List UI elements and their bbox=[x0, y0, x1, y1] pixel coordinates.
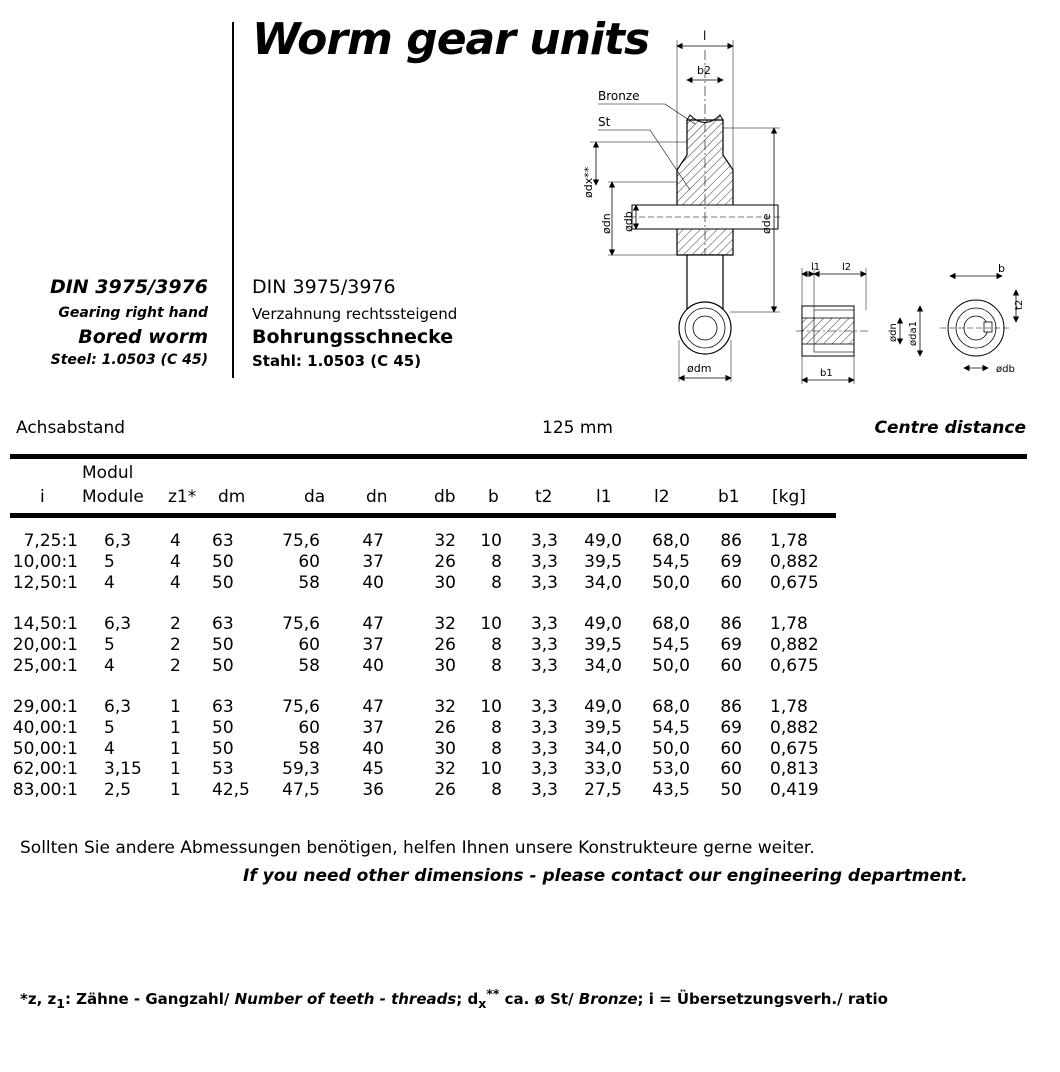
table-cell: 3,3 bbox=[530, 759, 558, 780]
table-cell: 2 bbox=[170, 655, 181, 676]
table-cell: 50 bbox=[212, 655, 234, 676]
en-product: Bored worm bbox=[78, 326, 208, 348]
table-cell: 10,00:1 bbox=[12, 551, 78, 572]
table-cell: 3,3 bbox=[530, 551, 558, 572]
table-cell: 63 bbox=[212, 531, 234, 551]
table-cell: 60 bbox=[720, 655, 742, 676]
de-material: Stahl: 1.0503 (C 45) bbox=[252, 352, 422, 370]
dim-de-label: øde bbox=[760, 213, 773, 234]
table-cell: 4 bbox=[170, 551, 181, 572]
table-cell: 68,0 bbox=[652, 531, 690, 551]
header-6: db bbox=[434, 487, 456, 507]
table-cell: 50 bbox=[212, 738, 234, 759]
table-cell: 5 bbox=[104, 717, 115, 738]
table-cell: 58 bbox=[298, 738, 320, 759]
table-cell: 10 bbox=[480, 697, 502, 717]
divider-line bbox=[232, 22, 234, 378]
table-cell: 47 bbox=[362, 697, 384, 717]
table-cell: 30 bbox=[434, 655, 456, 676]
worm-end-view bbox=[940, 300, 1012, 356]
table-cell: 60 bbox=[298, 634, 320, 655]
table-cell: 63 bbox=[212, 697, 234, 717]
header-12: [kg] bbox=[772, 487, 806, 507]
table-cell: 1,78 bbox=[770, 531, 808, 551]
dim-l1-label: l1 bbox=[811, 262, 821, 273]
table-cell: 50,0 bbox=[652, 572, 690, 593]
table-cell: 6,3 bbox=[104, 614, 132, 634]
table-cell: 25,00:1 bbox=[12, 655, 78, 676]
table-cell: 58 bbox=[298, 572, 320, 593]
table-cell: 1 bbox=[170, 738, 181, 759]
table-cell: 34,0 bbox=[584, 655, 622, 676]
header-7: b bbox=[488, 487, 499, 507]
table-cell: 45 bbox=[362, 759, 384, 780]
table-cell: 40 bbox=[362, 572, 384, 593]
footnote-part5: ca. ø St/ bbox=[499, 990, 579, 1008]
table-cell: 0,675 bbox=[770, 738, 819, 759]
table-cell: 3,3 bbox=[530, 572, 558, 593]
dim-b2-label: b2 bbox=[697, 64, 711, 77]
table-cell: 4 bbox=[104, 572, 115, 593]
table-cell: 42,5 bbox=[212, 780, 250, 801]
table-cell: 58 bbox=[298, 655, 320, 676]
centre-distance-label-de: Achsabstand bbox=[16, 418, 126, 438]
table-cell: 10 bbox=[480, 531, 502, 551]
table-cell: 8 bbox=[491, 738, 502, 759]
dim-b1-label: b1 bbox=[820, 368, 833, 379]
table-cell: 6,3 bbox=[104, 531, 132, 551]
table-cell: 0,419 bbox=[770, 780, 819, 801]
table-cell: 32 bbox=[434, 759, 456, 780]
table-cell: 69 bbox=[720, 634, 742, 655]
footnote-part1-sub: 1 bbox=[56, 996, 65, 1011]
table-cell: 26 bbox=[434, 551, 456, 572]
table-cell: 8 bbox=[491, 634, 502, 655]
header-3: dm bbox=[218, 487, 246, 507]
centre-distance-value: 125 mm bbox=[542, 418, 613, 438]
table-cell: 68,0 bbox=[652, 697, 690, 717]
table-cell: 50 bbox=[720, 780, 742, 801]
dim-dn-worm-label: ødn bbox=[888, 323, 899, 342]
footnote-part7: ; i = Übersetzungsverh./ ratio bbox=[637, 990, 888, 1008]
table-cell: 3,3 bbox=[530, 738, 558, 759]
de-product: Bohrungsschnecke bbox=[252, 326, 454, 348]
table-cell: 86 bbox=[720, 614, 742, 634]
table-cell: 30 bbox=[434, 738, 456, 759]
table-cell: 3,3 bbox=[530, 655, 558, 676]
table-cell: 20,00:1 bbox=[12, 634, 78, 655]
table-cell: 34,0 bbox=[584, 572, 622, 593]
dim-dn-label: ødn bbox=[600, 213, 613, 234]
wheel-section bbox=[630, 50, 780, 320]
table-cell: 1 bbox=[170, 697, 181, 717]
table-cell: 32 bbox=[434, 697, 456, 717]
steel-label: St bbox=[598, 115, 611, 129]
table-cell: 3,3 bbox=[530, 531, 558, 551]
table-cell: 39,5 bbox=[584, 634, 622, 655]
footnote-part4: ; d bbox=[456, 990, 479, 1008]
table-cell: 33,0 bbox=[584, 759, 622, 780]
dim-db-label: ødb bbox=[622, 211, 635, 232]
table-cell: 50 bbox=[212, 572, 234, 593]
table-cell: 2,5 bbox=[104, 780, 132, 801]
header-11: b1 bbox=[718, 487, 740, 507]
table-cell: 29,00:1 bbox=[12, 697, 78, 717]
dim-b-label: b bbox=[998, 262, 1005, 275]
table-cell: 59,3 bbox=[282, 759, 320, 780]
table-cell: 40 bbox=[362, 738, 384, 759]
table-cell: 8 bbox=[491, 780, 502, 801]
table-cell: 49,0 bbox=[584, 697, 622, 717]
table-cell: 69 bbox=[720, 551, 742, 572]
table-cell: 39,5 bbox=[584, 717, 622, 738]
table-cell: 60 bbox=[298, 717, 320, 738]
header-5: dn bbox=[366, 487, 388, 507]
table-cell: 37 bbox=[362, 551, 384, 572]
table-cell: 54,5 bbox=[652, 717, 690, 738]
table-cell: 4 bbox=[104, 655, 115, 676]
table-cell: 1,78 bbox=[770, 697, 808, 717]
table-cell: 40,00:1 bbox=[12, 717, 78, 738]
dim-t2-label: t2 bbox=[1014, 299, 1025, 310]
table-cell: 50 bbox=[212, 634, 234, 655]
table-cell: 4 bbox=[170, 531, 181, 551]
table-cell: 0,675 bbox=[770, 655, 819, 676]
table-cell: 2 bbox=[170, 634, 181, 655]
table-cell: 34,0 bbox=[584, 738, 622, 759]
footnote-part3: Number of teeth - threads bbox=[234, 990, 457, 1008]
table-cell: 40 bbox=[362, 655, 384, 676]
table-cell: 50,00:1 bbox=[12, 738, 78, 759]
table-cell: 3,3 bbox=[530, 697, 558, 717]
dim-dm-label: ødm bbox=[687, 362, 712, 375]
table-cell: 60 bbox=[720, 738, 742, 759]
table-cell: 0,675 bbox=[770, 572, 819, 593]
table-cell: 5 bbox=[104, 551, 115, 572]
table-cell: 75,6 bbox=[282, 531, 320, 551]
table-cell: 8 bbox=[491, 551, 502, 572]
table-cell: 2 bbox=[170, 614, 181, 634]
table-cell: 47 bbox=[362, 531, 384, 551]
table-cell: 26 bbox=[434, 780, 456, 801]
header-1: Module bbox=[82, 487, 144, 507]
dim-da1-label: øda1 bbox=[908, 321, 919, 346]
table-cell: 7,25:1 bbox=[23, 531, 78, 551]
worm-gear-drawing bbox=[570, 20, 1050, 390]
table-cell: 60 bbox=[298, 551, 320, 572]
table-cell: 50,0 bbox=[652, 655, 690, 676]
header-4: da bbox=[304, 487, 326, 507]
table-cell: 0,813 bbox=[770, 759, 819, 780]
table-cell: 37 bbox=[362, 634, 384, 655]
centre-distance-label-en: Centre distance bbox=[874, 418, 1026, 438]
table-cell: 37 bbox=[362, 717, 384, 738]
table-cell: 83,00:1 bbox=[12, 780, 78, 801]
table-cell: 0,882 bbox=[770, 717, 819, 738]
footnote-part2: : Zähne - Gangzahl/ bbox=[64, 990, 235, 1008]
table-cell: 8 bbox=[491, 717, 502, 738]
table-cell: 0,882 bbox=[770, 551, 819, 572]
table-cell: 39,5 bbox=[584, 551, 622, 572]
table-cell: 54,5 bbox=[652, 634, 690, 655]
table-cell: 63 bbox=[212, 614, 234, 634]
table-cell: 53 bbox=[212, 759, 234, 780]
table-cell: 68,0 bbox=[652, 614, 690, 634]
footnote bbox=[20, 986, 888, 1011]
footnote-part6: Bronze bbox=[578, 990, 638, 1008]
table-cell: 50,0 bbox=[652, 738, 690, 759]
table-cell: 3,3 bbox=[530, 614, 558, 634]
dim-l-label: l bbox=[703, 29, 707, 43]
table-cell: 1 bbox=[170, 759, 181, 780]
table-cell: 49,0 bbox=[584, 531, 622, 551]
table-cell: 62,00:1 bbox=[12, 759, 78, 780]
table-cell: 8 bbox=[491, 655, 502, 676]
note-de: Sollten Sie andere Abmessungen benötigen, helfen Ihnen unsere Konstrukteure gerne weiter. bbox=[20, 838, 815, 858]
footnote-part4-sup: ** bbox=[486, 986, 500, 1001]
table-cell: 60 bbox=[720, 572, 742, 593]
table-cell: 47 bbox=[362, 614, 384, 634]
table-cell: 32 bbox=[434, 531, 456, 551]
table-cell: 3,3 bbox=[530, 717, 558, 738]
table-cell: 0,882 bbox=[770, 634, 819, 655]
table-cell: 50 bbox=[212, 717, 234, 738]
table-cell: 86 bbox=[720, 531, 742, 551]
worm-circle bbox=[679, 302, 731, 354]
table-cell: 43,5 bbox=[652, 780, 690, 801]
header-0: i bbox=[40, 487, 45, 507]
table-cell: 26 bbox=[434, 717, 456, 738]
worm-side-view bbox=[796, 306, 870, 356]
table-cell: 75,6 bbox=[282, 697, 320, 717]
table-cell: 54,5 bbox=[652, 551, 690, 572]
table-cell: 53,0 bbox=[652, 759, 690, 780]
header-10: l2 bbox=[654, 487, 670, 507]
table-cell: 86 bbox=[720, 697, 742, 717]
table-cell: 60 bbox=[720, 759, 742, 780]
table-cell: 36 bbox=[362, 780, 384, 801]
table-cell: 47,5 bbox=[282, 780, 320, 801]
table-cell: 10 bbox=[480, 759, 502, 780]
table-cell: 49,0 bbox=[584, 614, 622, 634]
table-cell: 69 bbox=[720, 717, 742, 738]
header-modul: Modul bbox=[82, 463, 134, 483]
table-cell: 8 bbox=[491, 572, 502, 593]
table-cell: 3,3 bbox=[530, 780, 558, 801]
table-cell: 75,6 bbox=[282, 614, 320, 634]
table-cell: 14,50:1 bbox=[12, 614, 78, 634]
table-cell: 3,3 bbox=[530, 634, 558, 655]
table-cell: 6,3 bbox=[104, 697, 132, 717]
table-cell: 50 bbox=[212, 551, 234, 572]
table-cell: 5 bbox=[104, 634, 115, 655]
table-cell: 4 bbox=[104, 738, 115, 759]
table-cell: 27,5 bbox=[584, 780, 622, 801]
table-cell: 1,78 bbox=[770, 614, 808, 634]
note-en: If you need other dimensions - please contact our engineering department. bbox=[243, 866, 968, 886]
table-cell: 1 bbox=[170, 780, 181, 801]
table-top-rule bbox=[10, 454, 1027, 459]
dim-dx-label: ødx** bbox=[582, 166, 595, 198]
table-cell: 4 bbox=[170, 572, 181, 593]
table-cell: 3,15 bbox=[104, 759, 142, 780]
dim-l2-label: l2 bbox=[842, 262, 852, 273]
footnote-part1: *z, z bbox=[20, 990, 57, 1008]
de-standard: DIN 3975/3976 bbox=[252, 276, 396, 298]
header-8: t2 bbox=[535, 487, 553, 507]
bronze-label: Bronze bbox=[598, 89, 640, 103]
page-title: Worm gear units bbox=[252, 14, 650, 65]
en-material: Steel: 1.0503 (C 45) bbox=[50, 352, 208, 368]
table-cell: 26 bbox=[434, 634, 456, 655]
table-cell: 10 bbox=[480, 614, 502, 634]
dim-db-worm-label: ødb bbox=[996, 364, 1015, 375]
header-2: z1* bbox=[168, 487, 197, 507]
en-standard: DIN 3975/3976 bbox=[49, 276, 208, 298]
table-cell: 1 bbox=[170, 717, 181, 738]
en-gearing: Gearing right hand bbox=[58, 305, 208, 321]
header-9: l1 bbox=[596, 487, 612, 507]
de-gearing: Verzahnung rechtssteigend bbox=[252, 305, 458, 323]
footnote-part4-sub: x bbox=[478, 996, 487, 1011]
table-cell: 12,50:1 bbox=[12, 572, 78, 593]
table-cell: 30 bbox=[434, 572, 456, 593]
table-header-rule bbox=[10, 513, 836, 518]
table-cell: 32 bbox=[434, 614, 456, 634]
